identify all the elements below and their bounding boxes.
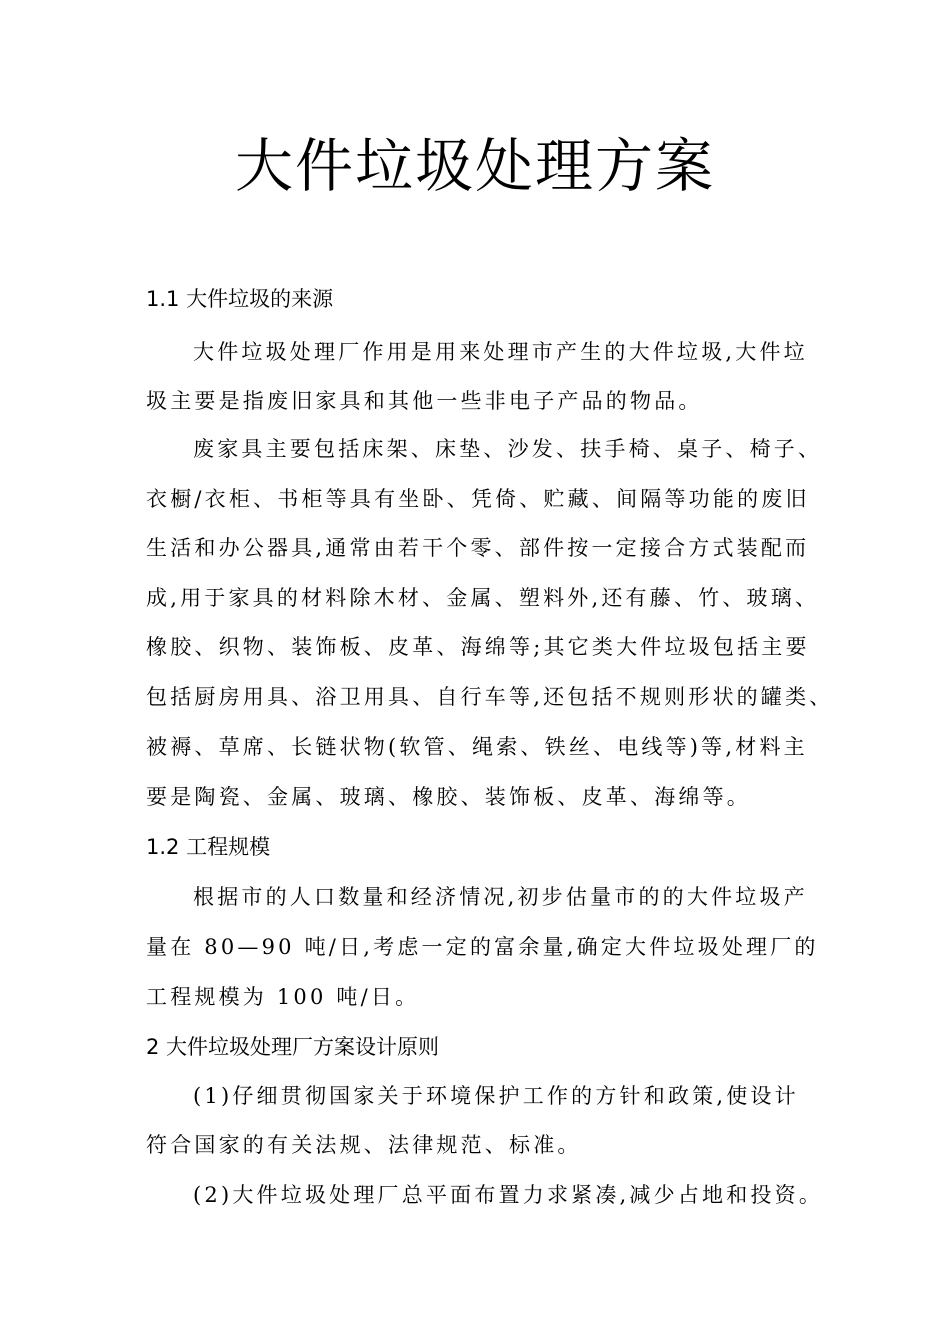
paragraph-line: 被褥、草席、长链状物(软管、绳索、铁丝、电线等)等,材料主 xyxy=(146,735,808,759)
paragraph-line: 工程规模为 100 吨/日。 xyxy=(146,985,420,1009)
paragraph-line: 根据市的人口数量和经济情况,初步估量市的的大件垃圾产 xyxy=(193,885,808,909)
paragraph-line: 包括厨房用具、浴卫用具、自行车等,还包括不规则形状的罐类、 xyxy=(146,685,834,709)
paragraph-line: 衣橱/衣柜、书柜等具有坐卧、凭倚、贮藏、间隔等功能的废旧 xyxy=(146,487,810,511)
paragraph-line: 大件垃圾处理厂作用是用来处理市产生的大件垃圾,大件垃 xyxy=(193,340,808,364)
document-title: 大件垃圾处理方案 xyxy=(234,132,715,200)
paragraph-line: 圾主要是指废旧家具和其他一些非电子产品的物品。 xyxy=(146,389,703,413)
paragraph-line: 符合国家的有关法规、法律规范、标准。 xyxy=(146,1133,582,1157)
paragraph-line: 量在 80—90 吨/日,考虑一定的富余量,确定大件垃圾处理厂的 xyxy=(146,935,819,959)
paragraph-line: 成,用于家具的材料除木材、金属、塑料外,还有藤、竹、玻璃、 xyxy=(146,586,820,610)
paragraph-line: 要是陶瓷、金属、玻璃、橡胶、装饰板、皮革、海绵等。 xyxy=(146,785,751,809)
paragraph-line: 废家具主要包括床架、床垫、沙发、扶手椅、桌子、椅子、 xyxy=(193,437,823,461)
paragraph-line: 生活和办公器具,通常由若干个零、部件按一定接合方式装配而 xyxy=(146,536,810,560)
section-heading: 1.1 大件垃圾的来源 xyxy=(146,287,334,311)
paragraph-line: (2)大件垃圾处理厂总平面布置力求紧凑,减少占地和投资。 xyxy=(193,1183,824,1207)
section-heading: 2 大件垃圾处理厂方案设计原则 xyxy=(146,1035,440,1059)
paragraph-line: 橡胶、织物、装饰板、皮革、海绵等;其它类大件垃圾包括主要 xyxy=(146,635,810,659)
paragraph-line: (1)仔细贯彻国家关于环境保护工作的方针和政策,使设计 xyxy=(193,1084,799,1108)
section-heading: 1.2 工程规模 xyxy=(146,835,271,859)
